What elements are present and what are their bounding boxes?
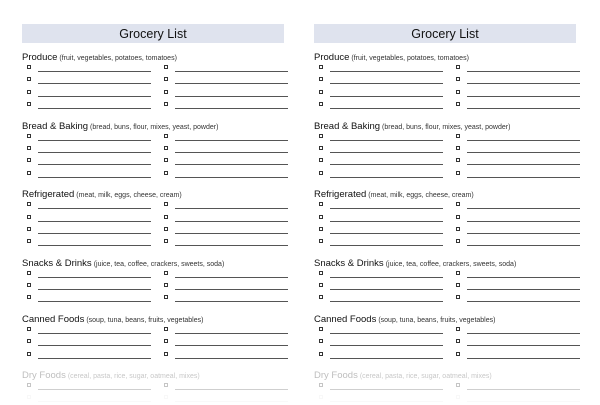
- checkbox-icon[interactable]: [456, 383, 460, 387]
- checkbox-icon[interactable]: [27, 395, 31, 399]
- write-in-line[interactable]: [38, 401, 151, 402]
- list-row: [22, 280, 284, 292]
- list-row: [314, 62, 576, 74]
- checkbox-icon[interactable]: [164, 227, 168, 231]
- write-in-line[interactable]: [330, 208, 443, 209]
- list-row: [22, 336, 284, 348]
- checkbox-icon[interactable]: [456, 215, 460, 219]
- section-subtitle: (cereal, pasta, rice, sugar, oatmeal, mixes): [359, 373, 492, 381]
- checkbox-icon[interactable]: [27, 352, 31, 356]
- item-rows: [314, 131, 576, 181]
- checkbox-icon[interactable]: [164, 271, 168, 275]
- list-row: [22, 131, 284, 143]
- sheet-title-text: Grocery List: [119, 26, 187, 41]
- grocery-list-sheet-left: [22, 24, 284, 400]
- checkbox-icon[interactable]: [164, 90, 168, 94]
- list-row: [314, 280, 576, 292]
- write-in-line[interactable]: [330, 333, 443, 334]
- write-in-line[interactable]: [38, 71, 151, 72]
- checkbox-icon[interactable]: [319, 327, 323, 331]
- write-in-line[interactable]: [175, 83, 288, 84]
- write-in-line[interactable]: [467, 277, 580, 278]
- write-in-line[interactable]: [330, 401, 443, 402]
- checkbox-icon[interactable]: [456, 134, 460, 138]
- write-in-line[interactable]: [467, 245, 580, 246]
- checkbox-icon[interactable]: [164, 202, 168, 206]
- checkbox-icon[interactable]: [27, 171, 31, 175]
- checkbox-icon[interactable]: [27, 295, 31, 299]
- write-in-line[interactable]: [467, 71, 580, 72]
- section-dry-foods: [314, 367, 576, 405]
- section-produce: [22, 49, 284, 112]
- section-title: Refrigerated: [22, 189, 75, 200]
- section-title: Produce: [314, 52, 350, 62]
- write-in-line[interactable]: [330, 83, 443, 84]
- list-row: [314, 74, 576, 86]
- list-row: [314, 212, 576, 224]
- checkbox-icon[interactable]: [319, 65, 323, 69]
- write-in-line[interactable]: [330, 245, 443, 246]
- write-in-line[interactable]: [175, 301, 288, 302]
- section-heading: [314, 49, 576, 62]
- item-rows: [22, 380, 284, 405]
- list-row: [314, 392, 576, 404]
- section-canned-foods: [314, 311, 576, 361]
- list-row: [22, 292, 284, 304]
- section-bread-baking: [314, 118, 576, 181]
- write-in-line[interactable]: [467, 301, 580, 302]
- checkbox-icon[interactable]: [456, 352, 460, 356]
- item-rows: [22, 268, 284, 305]
- write-in-line[interactable]: [467, 221, 580, 222]
- section-title: Produce: [22, 52, 58, 62]
- checkbox-icon[interactable]: [319, 134, 323, 138]
- sheet-title: [22, 24, 284, 43]
- checkbox-icon[interactable]: [456, 65, 460, 69]
- section-canned-foods: [22, 311, 284, 361]
- checkbox-icon[interactable]: [319, 202, 323, 206]
- list-row: [314, 336, 576, 348]
- write-in-line[interactable]: [330, 221, 443, 222]
- list-row: [22, 199, 284, 211]
- write-in-line[interactable]: [330, 152, 443, 153]
- checkbox-icon[interactable]: [27, 158, 31, 162]
- checkbox-icon[interactable]: [164, 339, 168, 343]
- section-heading: [22, 118, 284, 131]
- write-in-line[interactable]: [38, 245, 151, 246]
- checkbox-icon[interactable]: [27, 102, 31, 106]
- checkbox-icon[interactable]: [319, 339, 323, 343]
- write-in-line[interactable]: [175, 345, 288, 346]
- write-in-line[interactable]: [467, 333, 580, 334]
- checkbox-icon[interactable]: [456, 227, 460, 231]
- list-row: [22, 87, 284, 99]
- write-in-line[interactable]: [330, 301, 443, 302]
- write-in-line[interactable]: [38, 152, 151, 153]
- checkbox-icon[interactable]: [456, 146, 460, 150]
- item-rows: [314, 199, 576, 249]
- section-subtitle: (bread, buns, flour, mixes, yeast, powder): [382, 123, 511, 131]
- section-heading: [314, 311, 576, 324]
- list-row: [314, 224, 576, 236]
- write-in-line[interactable]: [38, 108, 151, 109]
- checkbox-icon[interactable]: [319, 215, 323, 219]
- write-in-line[interactable]: [38, 140, 151, 141]
- list-row: [22, 62, 284, 74]
- checkbox-icon[interactable]: [164, 171, 168, 175]
- write-in-line[interactable]: [38, 164, 151, 165]
- write-in-line[interactable]: [175, 208, 288, 209]
- write-in-line[interactable]: [330, 289, 443, 290]
- write-in-line[interactable]: [467, 208, 580, 209]
- write-in-line[interactable]: [330, 108, 443, 109]
- section-subtitle: (bread, buns, flour, mixes, yeast, powder): [90, 123, 219, 131]
- section-title: Dry Foods: [22, 370, 66, 381]
- write-in-line[interactable]: [467, 345, 580, 346]
- write-in-line[interactable]: [38, 233, 151, 234]
- checkbox-icon[interactable]: [164, 295, 168, 299]
- section-snacks-drinks: [314, 255, 576, 305]
- checkbox-icon[interactable]: [27, 90, 31, 94]
- write-in-line[interactable]: [467, 164, 580, 165]
- checkbox-icon[interactable]: [164, 327, 168, 331]
- list-row: [22, 143, 284, 155]
- item-rows: [22, 199, 284, 249]
- checkbox-icon[interactable]: [319, 227, 323, 231]
- list-row: [314, 155, 576, 167]
- list-row: [314, 268, 576, 280]
- write-in-line[interactable]: [467, 401, 580, 402]
- write-in-line[interactable]: [175, 389, 288, 390]
- list-row: [22, 155, 284, 167]
- list-row: [314, 87, 576, 99]
- write-in-line[interactable]: [38, 389, 151, 390]
- checkbox-icon[interactable]: [164, 352, 168, 356]
- checkbox-icon[interactable]: [27, 327, 31, 331]
- write-in-line[interactable]: [330, 140, 443, 141]
- list-row: [314, 143, 576, 155]
- write-in-line[interactable]: [175, 233, 288, 234]
- section-snacks-drinks: [22, 255, 284, 305]
- write-in-line[interactable]: [38, 83, 151, 84]
- section-produce: [314, 49, 576, 112]
- write-in-line[interactable]: [467, 83, 580, 84]
- checkbox-icon[interactable]: [27, 271, 31, 275]
- list-row: [22, 168, 284, 180]
- section-subtitle: (meat, milk, eggs, cheese, cream): [368, 192, 474, 200]
- item-rows: [314, 324, 576, 361]
- write-in-line[interactable]: [38, 358, 151, 359]
- grocery-list-sheet-right: [314, 24, 576, 400]
- checkbox-icon[interactable]: [319, 295, 323, 299]
- write-in-line[interactable]: [175, 140, 288, 141]
- write-in-line[interactable]: [38, 301, 151, 302]
- section-subtitle: (juice, tea, coffee, crackers, sweets, soda): [385, 260, 517, 268]
- checkbox-icon[interactable]: [27, 134, 31, 138]
- list-row: [22, 349, 284, 361]
- section-title: Snacks & Drinks: [22, 257, 92, 268]
- list-row: [22, 224, 284, 236]
- write-in-line[interactable]: [330, 358, 443, 359]
- item-rows: [314, 62, 576, 112]
- write-in-line[interactable]: [175, 71, 288, 72]
- section-heading: [22, 255, 284, 268]
- list-row: [22, 268, 284, 280]
- checkbox-icon[interactable]: [27, 283, 31, 287]
- write-in-line[interactable]: [175, 358, 288, 359]
- checkbox-icon[interactable]: [164, 65, 168, 69]
- sheet-title: [314, 24, 576, 43]
- checkbox-icon[interactable]: [27, 239, 31, 243]
- list-row: [22, 236, 284, 248]
- list-row: [22, 392, 284, 404]
- write-in-line[interactable]: [330, 96, 443, 97]
- checkbox-icon[interactable]: [164, 239, 168, 243]
- checkbox-icon[interactable]: [456, 77, 460, 81]
- write-in-line[interactable]: [38, 177, 151, 178]
- list-row: [314, 168, 576, 180]
- section-subtitle: (fruit, vegetables, potatoes, tomatoes): [59, 55, 177, 62]
- item-rows: [22, 131, 284, 181]
- section-heading: [22, 367, 284, 380]
- item-rows: [314, 268, 576, 305]
- checkbox-icon[interactable]: [164, 395, 168, 399]
- list-row: [314, 324, 576, 336]
- list-row: [314, 380, 576, 392]
- sheet-title-text: Grocery List: [411, 26, 479, 41]
- write-in-line[interactable]: [38, 208, 151, 209]
- write-in-line[interactable]: [467, 233, 580, 234]
- checkbox-icon[interactable]: [456, 158, 460, 162]
- section-subtitle: (meat, milk, eggs, cheese, cream): [76, 192, 182, 200]
- checkbox-icon[interactable]: [319, 352, 323, 356]
- checkbox-icon[interactable]: [456, 202, 460, 206]
- write-in-line[interactable]: [175, 289, 288, 290]
- section-heading: [314, 186, 576, 199]
- write-in-line[interactable]: [175, 152, 288, 153]
- checkbox-icon[interactable]: [319, 383, 323, 387]
- section-heading: [314, 367, 576, 380]
- write-in-line[interactable]: [175, 221, 288, 222]
- checkbox-icon[interactable]: [456, 271, 460, 275]
- checkbox-icon[interactable]: [164, 146, 168, 150]
- section-heading: [314, 118, 576, 131]
- checkbox-icon[interactable]: [319, 271, 323, 275]
- section-title: Canned Foods: [22, 313, 85, 324]
- write-in-line[interactable]: [175, 277, 288, 278]
- list-row: [22, 212, 284, 224]
- checkbox-icon[interactable]: [27, 146, 31, 150]
- write-in-line[interactable]: [467, 289, 580, 290]
- list-row: [314, 199, 576, 211]
- list-row: [314, 236, 576, 248]
- write-in-line[interactable]: [330, 389, 443, 390]
- section-refrigerated: [22, 186, 284, 249]
- section-subtitle: (fruit, vegetables, potatoes, tomatoes): [351, 55, 469, 62]
- checkbox-icon[interactable]: [456, 283, 460, 287]
- write-in-line[interactable]: [38, 277, 151, 278]
- write-in-line[interactable]: [467, 108, 580, 109]
- item-rows: [22, 62, 284, 112]
- list-row: [314, 131, 576, 143]
- write-in-line[interactable]: [38, 96, 151, 97]
- checkbox-icon[interactable]: [27, 215, 31, 219]
- section-dry-foods: [22, 367, 284, 405]
- checkbox-icon[interactable]: [319, 283, 323, 287]
- checkbox-icon[interactable]: [164, 77, 168, 81]
- write-in-line[interactable]: [467, 358, 580, 359]
- section-title: Dry Foods: [314, 370, 358, 381]
- list-row: [314, 292, 576, 304]
- section-subtitle: (juice, tea, coffee, crackers, sweets, soda): [93, 260, 225, 268]
- checkbox-icon[interactable]: [456, 395, 460, 399]
- section-title: Bread & Baking: [314, 120, 381, 131]
- section-bread-baking: [22, 118, 284, 181]
- write-in-line[interactable]: [38, 333, 151, 334]
- checkbox-icon[interactable]: [164, 283, 168, 287]
- write-in-line[interactable]: [38, 221, 151, 222]
- checkbox-icon[interactable]: [319, 90, 323, 94]
- checkbox-icon[interactable]: [319, 146, 323, 150]
- checkbox-icon[interactable]: [319, 77, 323, 81]
- checkbox-icon[interactable]: [164, 134, 168, 138]
- write-in-line[interactable]: [330, 345, 443, 346]
- write-in-line[interactable]: [467, 389, 580, 390]
- checkbox-icon[interactable]: [27, 383, 31, 387]
- write-in-line[interactable]: [330, 177, 443, 178]
- section-title: Snacks & Drinks: [314, 257, 384, 268]
- section-refrigerated: [314, 186, 576, 249]
- write-in-line[interactable]: [467, 140, 580, 141]
- checkbox-icon[interactable]: [456, 90, 460, 94]
- write-in-line[interactable]: [330, 233, 443, 234]
- checkbox-icon[interactable]: [27, 202, 31, 206]
- write-in-line[interactable]: [330, 164, 443, 165]
- write-in-line[interactable]: [175, 333, 288, 334]
- checkbox-icon[interactable]: [164, 215, 168, 219]
- checkbox-icon[interactable]: [456, 239, 460, 243]
- checkbox-icon[interactable]: [27, 77, 31, 81]
- list-row: [22, 74, 284, 86]
- checkbox-icon[interactable]: [319, 158, 323, 162]
- item-rows: [314, 380, 576, 405]
- write-in-line[interactable]: [467, 177, 580, 178]
- checkbox-icon[interactable]: [164, 383, 168, 387]
- write-in-line[interactable]: [175, 108, 288, 109]
- checkbox-icon[interactable]: [456, 102, 460, 106]
- list-row: [22, 99, 284, 111]
- checkbox-icon[interactable]: [319, 102, 323, 106]
- section-title: Refrigerated: [314, 189, 367, 200]
- list-row: [314, 99, 576, 111]
- section-heading: [22, 311, 284, 324]
- item-rows: [22, 324, 284, 361]
- section-subtitle: (cereal, pasta, rice, sugar, oatmeal, mixes): [67, 373, 200, 381]
- section-subtitle: (soup, tuna, beans, fruits, vegetables): [86, 316, 204, 324]
- write-in-line[interactable]: [175, 164, 288, 165]
- checkbox-icon[interactable]: [27, 227, 31, 231]
- list-row: [22, 380, 284, 392]
- checkbox-icon[interactable]: [164, 158, 168, 162]
- write-in-line[interactable]: [330, 71, 443, 72]
- section-title: Canned Foods: [314, 313, 377, 324]
- checkbox-icon[interactable]: [319, 395, 323, 399]
- write-in-line[interactable]: [175, 177, 288, 178]
- write-in-line[interactable]: [175, 245, 288, 246]
- checkbox-icon[interactable]: [319, 239, 323, 243]
- write-in-line[interactable]: [467, 96, 580, 97]
- checkbox-icon[interactable]: [456, 171, 460, 175]
- list-row: [22, 324, 284, 336]
- checkbox-icon[interactable]: [456, 339, 460, 343]
- write-in-line[interactable]: [175, 96, 288, 97]
- checkbox-icon[interactable]: [456, 327, 460, 331]
- write-in-line[interactable]: [175, 401, 288, 402]
- write-in-line[interactable]: [467, 152, 580, 153]
- section-heading: [22, 186, 284, 199]
- checkbox-icon[interactable]: [164, 102, 168, 106]
- section-heading: [22, 49, 284, 62]
- write-in-line[interactable]: [38, 345, 151, 346]
- checkbox-icon[interactable]: [456, 295, 460, 299]
- section-subtitle: (soup, tuna, beans, fruits, vegetables): [378, 316, 496, 324]
- section-heading: [314, 255, 576, 268]
- write-in-line[interactable]: [330, 277, 443, 278]
- checkbox-icon[interactable]: [319, 171, 323, 175]
- section-title: Bread & Baking: [22, 120, 89, 131]
- write-in-line[interactable]: [38, 289, 151, 290]
- list-row: [314, 349, 576, 361]
- checkbox-icon[interactable]: [27, 65, 31, 69]
- checkbox-icon[interactable]: [27, 339, 31, 343]
